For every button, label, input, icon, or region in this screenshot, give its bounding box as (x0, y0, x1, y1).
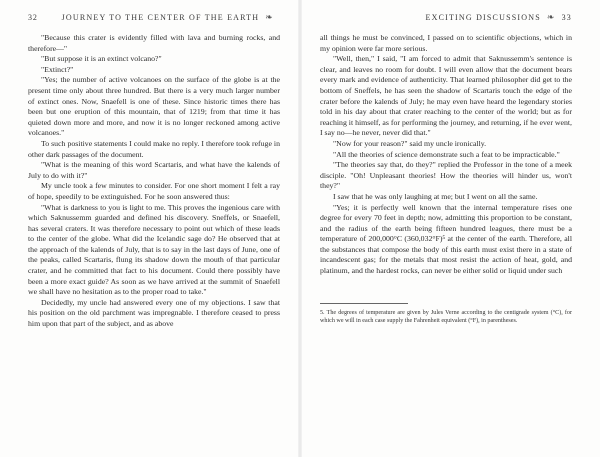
right-body-text (320, 33, 572, 277)
ornament-icon: ❧ (265, 11, 274, 22)
paragraph: "Extinct?" (41, 64, 74, 74)
paragraph: "Because this crater is evidently filled with lava and burning rocks, and therefore—" (28, 33, 280, 53)
left-body-text (28, 33, 280, 330)
left-running-header (28, 10, 280, 24)
paragraph: "Well, then," I said, "I am forced to admit that Saknussemm's sentence is clear, and leaves no room for doubt. I will even allow that the document bears every mark and evidence of authenticity. That learned philosopher did get to the bottom of Sneffels, he has seen the shadow of Scartaris touch the edge of the crater before the kalends of July; he may even have heard the legendary stories told in his day about that crater reaching to the center of the world; but as for reaching it himself, as for performing the journey, and returning, if he ever went, I say no—he never, never did that." (320, 54, 572, 138)
paragraph: "The theories say that, do they?" replied the Professor in the tone of a meek disciple. "Oh! Unpleasant theories! How the theories will hinder us, won't they?" (320, 160, 572, 191)
page-number: 33 (561, 12, 572, 22)
footnote: 5. The degrees of temperature are given by Jules Verne according to the centigrade system (°C), for which we will in each case supply the Fahrenheit equivalent (°F), in parentheses. (320, 309, 572, 324)
paragraph: "What is darkness to you is light to me. This proves the ingenious care with which Saknussemm guarded and defined his discovery. Sneffels, or Snaefell, has several craters. It was therefore necessary to point out which of these leads to the center of the globe. What did the Icelandic sage do? He observed that at the approach of the kalends of July, that is to say in the last days of June, one of the peaks, called Scartaris, flung its shadow down the mouth of that particular crater, and he committed that fact to his document. Could there possibly have been a more exact guide? As soon as we have arrived at the summit of Snaefell we shall have no hesitation as to the proper road to take." (28, 202, 280, 297)
paragraph: "Yes; the number of active volcanoes on the surface of the globe is at the present time only about three hundred. But there is a very much larger number of extinct ones. Now, Snaefell is one of these. Since historic times there has been but one eruption of this mountain, that of 1219; from that time it has quieted down more and more, and now it is no longer reckoned among active volcanoes." (28, 75, 280, 138)
paragraph: "Yes; it is perfectly well known that the internal temperature rises one degree for every 70 feet in depth; now, admitting this proportion to be constant, and the radius of the earth being fifteen hundred leagues, there must be a temperature of 200,000°C (360,032°F)⁵ at the center of the earth. Therefore, all the substances that compose the body of this earth must exist there in a state of incandescent gas; for the metals that most resist the action of heat, gold, and platinum, and the hardest rocks, can never be either solid or liquid under such (320, 202, 572, 276)
paragraph: "But suppose it is an extinct volcano?" (41, 54, 162, 64)
paragraph: "What is the meaning of this word Scartaris, and what have the kalends of July to do with it?" (28, 160, 280, 180)
ornament-icon: ❧ (546, 11, 556, 22)
paragraph: I saw that he was only laughing at me; but I went on all the same. (333, 191, 538, 201)
paragraph: My uncle took a few minutes to consider. For one short moment I felt a ray of hope, speedily to be extinguished. For he soon answered thus: (28, 181, 280, 201)
right-running-header (320, 10, 572, 24)
page-number: 32 (28, 12, 38, 22)
running-head-title (62, 12, 280, 23)
paragraph: "All the theories of science demonstrate such a feat to be impracticable." (333, 149, 560, 159)
paragraph: Decidedly, my uncle had answered every one of my objections. I saw that his position on the old parchment was impregnable. I therefore ceased to press him upon that part of the subject, and as above (28, 297, 280, 329)
running-head-title (426, 12, 573, 23)
right-page (300, 0, 600, 457)
paragraph: To such positive statements I could make no reply. I therefore took refuge in other dark passages of the document. (28, 138, 280, 159)
running-head-text: EXCITING DISCUSSIONS (425, 12, 541, 22)
paragraph: "Now for your reason?" said my uncle ironically. (333, 138, 487, 148)
running-head-text: JOURNEY TO THE CENTER OF THE EARTH (61, 12, 260, 22)
paragraph: all things he must be convinced, I passed on to scientific objections, which in my opinion were far more serious. (320, 33, 572, 53)
footnote-rule (320, 303, 408, 304)
